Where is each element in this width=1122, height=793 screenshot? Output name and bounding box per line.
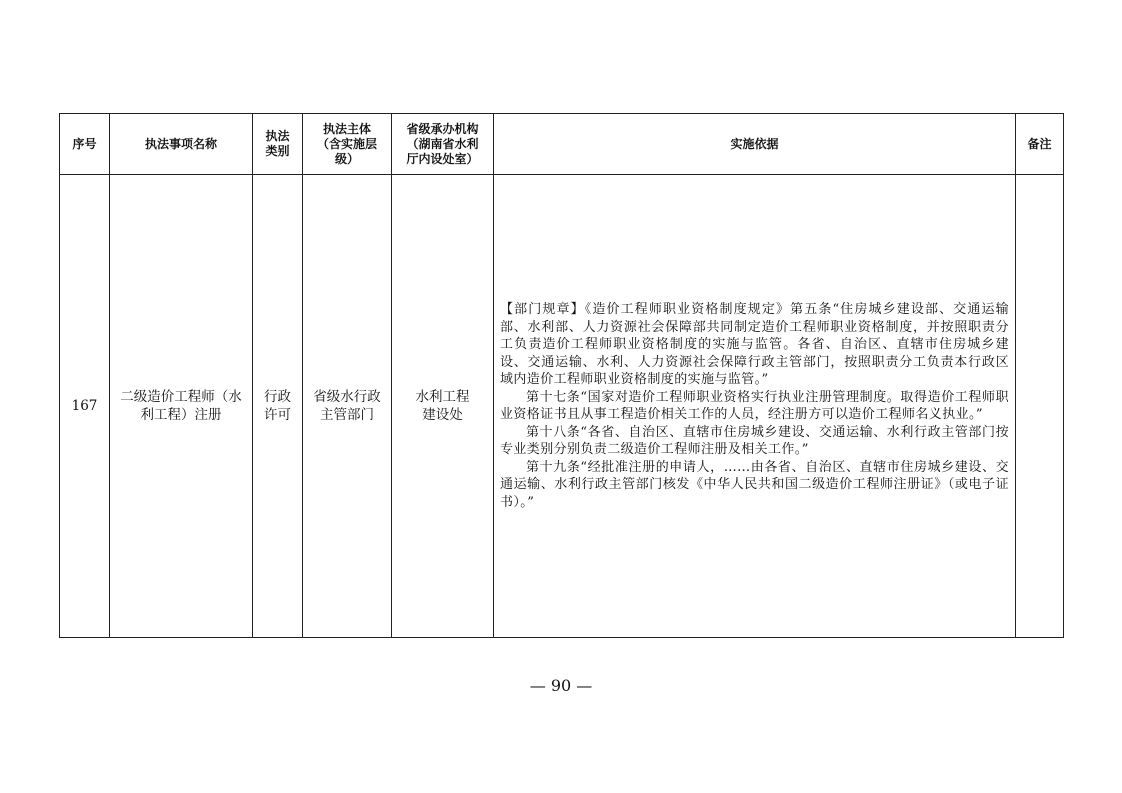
cell-basis [494, 175, 1016, 638]
enforcement-items-table [59, 113, 1064, 638]
header-department: 省级承办机构（湖南省水利厅内设处室） [392, 114, 494, 175]
header-basis: 实施依据 [494, 114, 1016, 175]
cell-category: 行政许可 [253, 175, 303, 638]
cell-item-name: 二级造价工程师（水利工程）注册 [110, 175, 253, 638]
header-seq: 序号 [60, 114, 110, 175]
basis-paragraph: 第十七条“国家对造价工程师职业资格实行执业注册管理制度。取得造价工程师职业资格证书且从事工程造价相关工作的人员，经注册方可以造价工程师名义执业。” [500, 389, 1009, 422]
table-row [60, 175, 1064, 638]
header-category: 执法类别 [253, 114, 303, 175]
header-subject: 执法主体（含实施层级） [303, 114, 392, 175]
cell-department: 水利工程建设处 [392, 175, 494, 638]
page-number: — 90 — [529, 676, 593, 695]
basis-paragraph: 第十九条“经批准注册的申请人，……由各省、自治区、直辖市住房城乡建设、交通运输、水利行政主管部门核发《中华人民共和国二级造价工程师注册证》（或电子证书）。” [500, 459, 1009, 510]
header-remark: 备注 [1016, 114, 1064, 175]
cell-subject: 省级水行政主管部门 [303, 175, 392, 638]
cell-remark [1016, 175, 1064, 638]
basis-paragraph: 第十八条“各省、自治区、直辖市住房城乡建设、交通运输、水利行政主管部门按专业类别分别负责二级造价工程师注册及相关工作。” [500, 424, 1009, 457]
cell-seq: 167 [60, 175, 110, 638]
header-item-name: 执法事项名称 [110, 114, 253, 175]
basis-paragraph: 【部门规章】《造价工程师职业资格制度规定》第五条“住房城乡建设部、交通运输部、水利部、人力资源社会保障部共同制定造价工程师职业资格制度，并按照职责分工负责造价工程师职业资格制度的实施与监管。各省、自治区、直辖市住房城乡建设、交通运输、水利、人力资源社会保障行政主管部门，按照职责分工负责本行政区域内造价工程师职业资格制度的实施与监管。” [500, 302, 1009, 387]
table-header-row [60, 114, 1064, 175]
